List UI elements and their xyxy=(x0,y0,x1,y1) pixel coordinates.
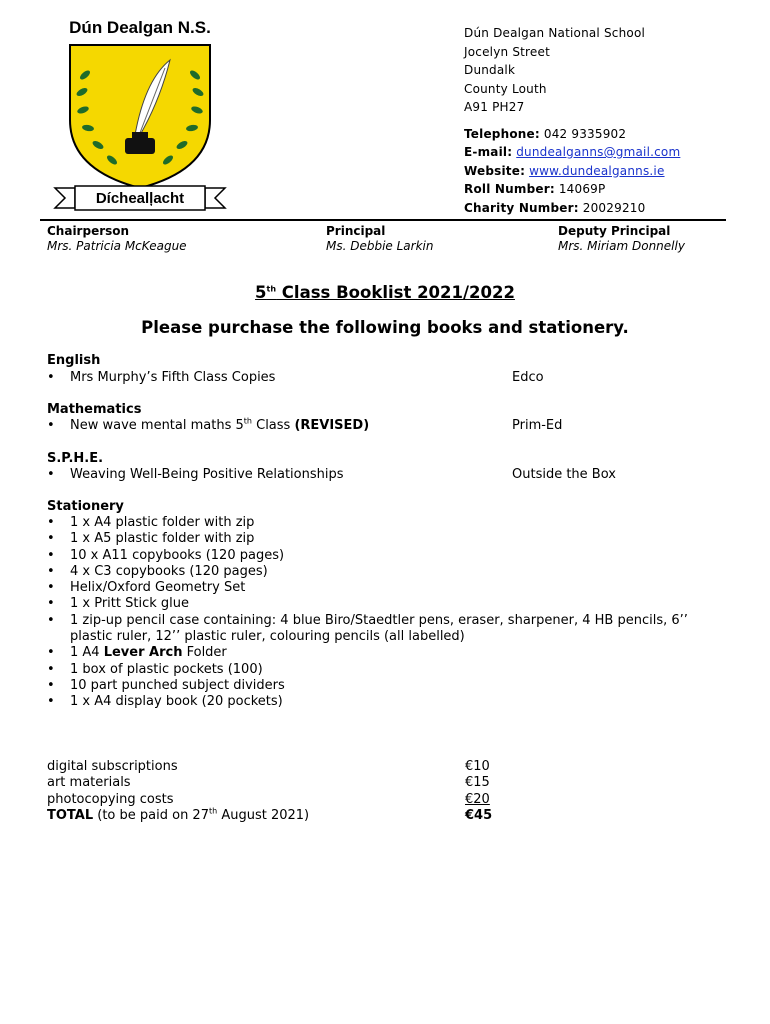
header-divider xyxy=(40,219,726,221)
book-publisher: Outside the Box xyxy=(512,467,616,482)
crest-motto: Díchealļacht xyxy=(95,190,185,207)
cost-row: photocopying costs €20 xyxy=(47,791,490,807)
section-heading-sphe: S.P.H.E. xyxy=(47,451,104,466)
role-title: Chairperson xyxy=(47,224,130,238)
crest-title: Dún Dealgan N.S. xyxy=(69,18,211,37)
website-link[interactable]: www.dundealganns.ie xyxy=(529,163,665,178)
role-name: Mrs. Miriam Donnelly xyxy=(558,239,685,253)
address-line: A91 PH27 xyxy=(464,100,525,114)
role-name: Ms. Debbie Larkin xyxy=(326,239,434,253)
role-title: Principal xyxy=(326,224,386,238)
total-row: TOTAL (to be paid on 27th August 2021) €45 xyxy=(47,806,493,823)
book-item: • New wave mental maths 5th Class (REVISED) xyxy=(47,416,370,433)
role-name: Mrs. Patricia McKeague xyxy=(47,239,187,253)
principal xyxy=(326,224,433,254)
list-item: • 1 x A4 display book (20 pockets) xyxy=(47,694,283,710)
list-item: • 1 x A4 plastic folder with zip xyxy=(47,515,255,530)
role-title: Deputy Principal xyxy=(558,224,671,238)
list-item: • 1 x Pritt Stick glue xyxy=(47,596,189,612)
list-item: • 10 part punched subject dividers xyxy=(47,677,285,693)
section-heading-english: English xyxy=(47,353,101,368)
cost-row: art materials €15 xyxy=(47,775,490,791)
list-item: • Helix/Oxford Geometry Set xyxy=(47,580,246,596)
list-item: • 1 x A5 plastic folder with zip xyxy=(47,531,255,547)
roll-number-line: Roll Number: 14069P xyxy=(464,182,606,196)
crest-shield-icon xyxy=(40,10,250,215)
list-item: • 4 x C3 copybooks (120 pages) xyxy=(47,563,268,579)
section-heading-mathematics: Mathematics xyxy=(47,402,142,417)
email-line: E-mail: dundealganns@gmail.com xyxy=(464,145,681,159)
page-title: 5th Class Booklist 2021/2022 xyxy=(255,283,515,302)
charity-number-line: Charity Number: 20029210 xyxy=(464,200,646,215)
stationery-list xyxy=(47,515,710,711)
book-item: • Weaving Well-Being Positive Relationships xyxy=(47,467,344,482)
website-line: Website: www.dundealganns.ie xyxy=(464,163,665,178)
deputy-principal xyxy=(558,224,685,254)
list-item: • 1 box of plastic pockets (100) xyxy=(47,661,263,677)
telephone-line: Telephone: 042 9335902 xyxy=(464,126,627,141)
page-subtitle: Please purchase the following books and stationery. xyxy=(141,318,629,337)
address-line: Dún Dealgan National School xyxy=(464,26,646,40)
address-line: Dundalk xyxy=(464,63,516,77)
chairperson xyxy=(47,224,187,254)
cost-row: digital subscriptions €10 xyxy=(47,759,490,774)
school-crest xyxy=(40,10,250,215)
address-line: County Louth xyxy=(464,81,547,96)
list-item: • 1 A4 Lever Arch Folder xyxy=(47,645,227,661)
school-address-block xyxy=(464,24,680,217)
book-publisher: Prim-Ed xyxy=(512,418,563,433)
email-link[interactable]: dundealganns@gmail.com xyxy=(516,145,681,159)
address-line: Jocelyn Street xyxy=(464,44,550,59)
book-publisher: Edco xyxy=(512,370,544,385)
list-item: • 10 x A11 copybooks (120 pages) xyxy=(47,547,285,563)
book-item: • Mrs Murphy’s Fifth Class Copies xyxy=(47,370,276,385)
list-item: • 1 zip-up pencil case containing: 4 blue Biro/Staedtler pens, eraser, sharpener, 4 HB pencils, 6’’ plastic ruler, 12’’ plastic ruler, colouring pencils (all labelled) xyxy=(47,612,688,645)
costs-table xyxy=(47,759,507,824)
section-heading-stationery: Stationery xyxy=(47,499,124,514)
